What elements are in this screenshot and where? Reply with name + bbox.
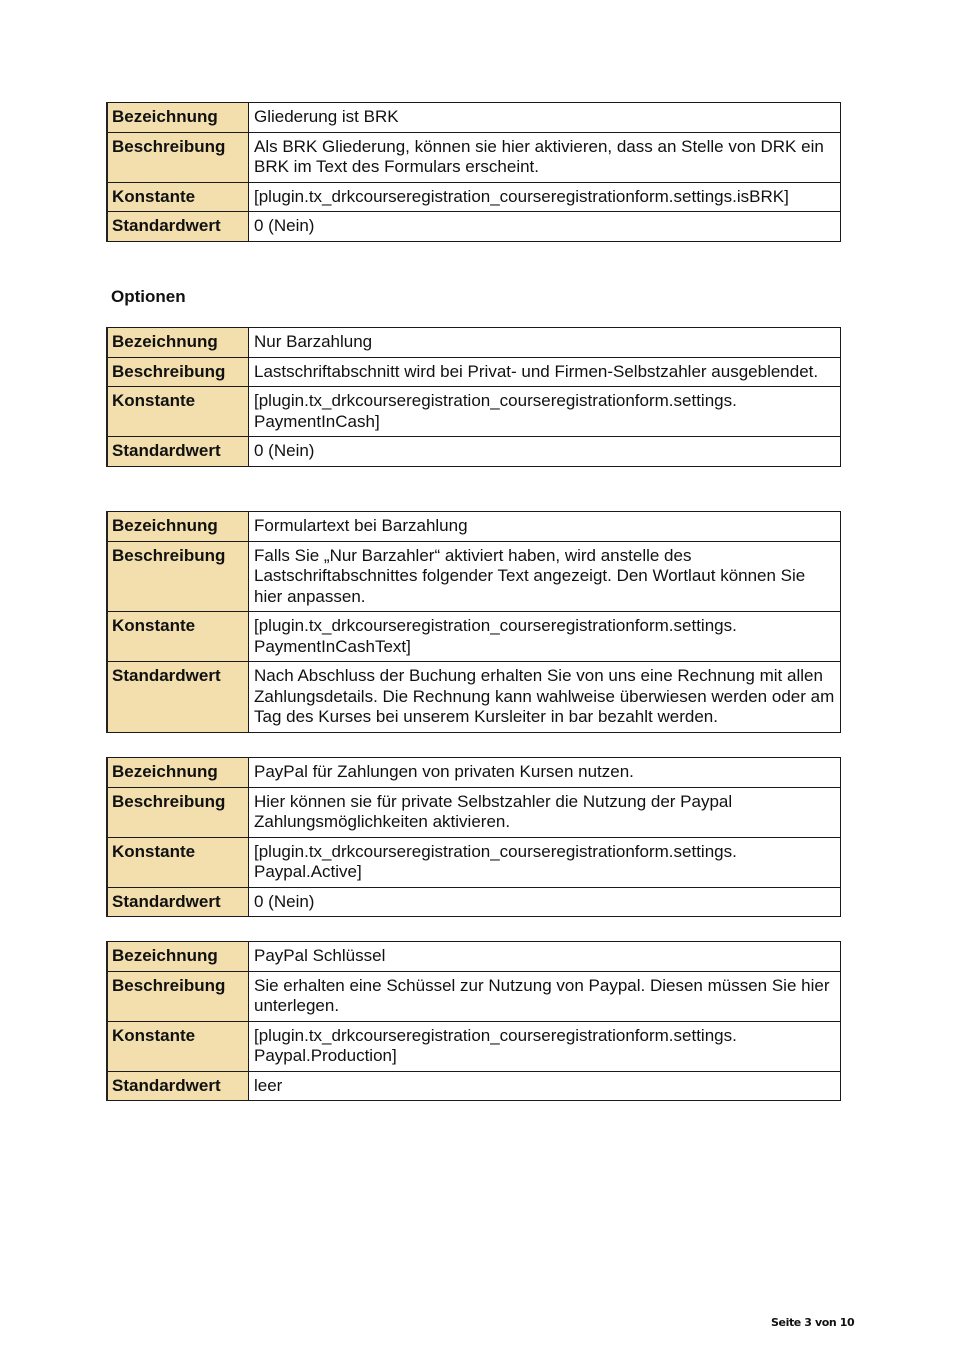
settings-table-paypal-production — [106, 941, 841, 1101]
settings-table-paypal-active — [106, 757, 841, 917]
label-konstante: Konstante — [107, 387, 249, 437]
value-beschreibung: Als BRK Gliederung, können sie hier aktivieren, dass an Stelle von DRK ein BRK im Text des Formulars erscheint. — [249, 132, 841, 182]
label-standardwert: Standardwert — [107, 662, 249, 733]
table-row — [107, 887, 841, 917]
value-konstante: [plugin.tx_drkcourseregistration_courseregistrationform.settings. Paypal.Active] — [249, 837, 841, 887]
label-konstante: Konstante — [107, 1021, 249, 1071]
value-konstante: [plugin.tx_drkcourseregistration_courseregistrationform.settings.isBRK] — [249, 182, 841, 212]
label-standardwert: Standardwert — [107, 887, 249, 917]
value-konstante: [plugin.tx_drkcourseregistration_courseregistrationform.settings. PaymentInCash] — [249, 387, 841, 437]
value-beschreibung: Falls Sie „Nur Barzahler“ aktiviert haben, wird anstelle des Lastschriftabschnittes folgender Text angezeigt. Den Wortlaut können Sie hier anpassen. — [249, 541, 841, 612]
page-number-footer: Seite 3 von 10 — [771, 1316, 855, 1329]
label-konstante: Konstante — [107, 612, 249, 662]
value-beschreibung: Lastschriftabschnitt wird bei Privat- und Firmen-Selbstzahler ausgeblendet. — [249, 357, 841, 387]
table-row — [107, 357, 841, 387]
label-bezeichnung: Bezeichnung — [107, 512, 249, 542]
value-beschreibung: Hier können sie für private Selbstzahler die Nutzung der Paypal Zahlungsmöglichkeiten aktivieren. — [249, 787, 841, 837]
section-heading-optionen: Optionen — [111, 287, 186, 306]
value-standardwert: 0 (Nein) — [249, 887, 841, 917]
table-row — [107, 541, 841, 612]
settings-table-payment-in-cash — [106, 327, 841, 467]
table-row — [107, 612, 841, 662]
table-row — [107, 1021, 841, 1071]
value-konstante: [plugin.tx_drkcourseregistration_courseregistrationform.settings. PaymentInCashText] — [249, 612, 841, 662]
table-row — [107, 132, 841, 182]
table-row — [107, 758, 841, 788]
table-row — [107, 512, 841, 542]
value-bezeichnung: Formulartext bei Barzahlung — [249, 512, 841, 542]
settings-table-isbrk — [106, 102, 841, 242]
label-bezeichnung: Bezeichnung — [107, 758, 249, 788]
value-standardwert: 0 (Nein) — [249, 437, 841, 467]
table-row — [107, 212, 841, 242]
table-row — [107, 787, 841, 837]
table-row — [107, 103, 841, 133]
label-beschreibung: Beschreibung — [107, 971, 249, 1021]
label-bezeichnung: Bezeichnung — [107, 328, 249, 358]
label-standardwert: Standardwert — [107, 212, 249, 242]
value-standardwert: 0 (Nein) — [249, 212, 841, 242]
table-row — [107, 1071, 841, 1101]
value-bezeichnung: PayPal Schlüssel — [249, 942, 841, 972]
label-bezeichnung: Bezeichnung — [107, 942, 249, 972]
value-standardwert: leer — [249, 1071, 841, 1101]
label-standardwert: Standardwert — [107, 1071, 249, 1101]
value-konstante: [plugin.tx_drkcourseregistration_courseregistrationform.settings. Paypal.Production] — [249, 1021, 841, 1071]
value-bezeichnung: Gliederung ist BRK — [249, 103, 841, 133]
label-beschreibung: Beschreibung — [107, 541, 249, 612]
value-bezeichnung: Nur Barzahlung — [249, 328, 841, 358]
table-row — [107, 328, 841, 358]
settings-table-payment-in-cash-text — [106, 511, 841, 733]
label-konstante: Konstante — [107, 182, 249, 212]
label-konstante: Konstante — [107, 837, 249, 887]
table-row — [107, 182, 841, 212]
table-row — [107, 662, 841, 733]
label-beschreibung: Beschreibung — [107, 357, 249, 387]
label-standardwert: Standardwert — [107, 437, 249, 467]
label-beschreibung: Beschreibung — [107, 787, 249, 837]
label-beschreibung: Beschreibung — [107, 132, 249, 182]
table-row — [107, 437, 841, 467]
value-bezeichnung: PayPal für Zahlungen von privaten Kursen nutzen. — [249, 758, 841, 788]
table-row — [107, 942, 841, 972]
value-beschreibung: Sie erhalten eine Schüssel zur Nutzung von Paypal. Diesen müssen Sie hier unterlegen. — [249, 971, 841, 1021]
value-standardwert: Nach Abschluss der Buchung erhalten Sie von uns eine Rechnung mit allen Zahlungsdetails. Die Rechnung kann wahlweise überwiesen werden oder am Tag des Kurses bei unserem Kursleiter in bar bezahlt werden. — [249, 662, 841, 733]
table-row — [107, 837, 841, 887]
table-row — [107, 971, 841, 1021]
label-bezeichnung: Bezeichnung — [107, 103, 249, 133]
table-row — [107, 387, 841, 437]
